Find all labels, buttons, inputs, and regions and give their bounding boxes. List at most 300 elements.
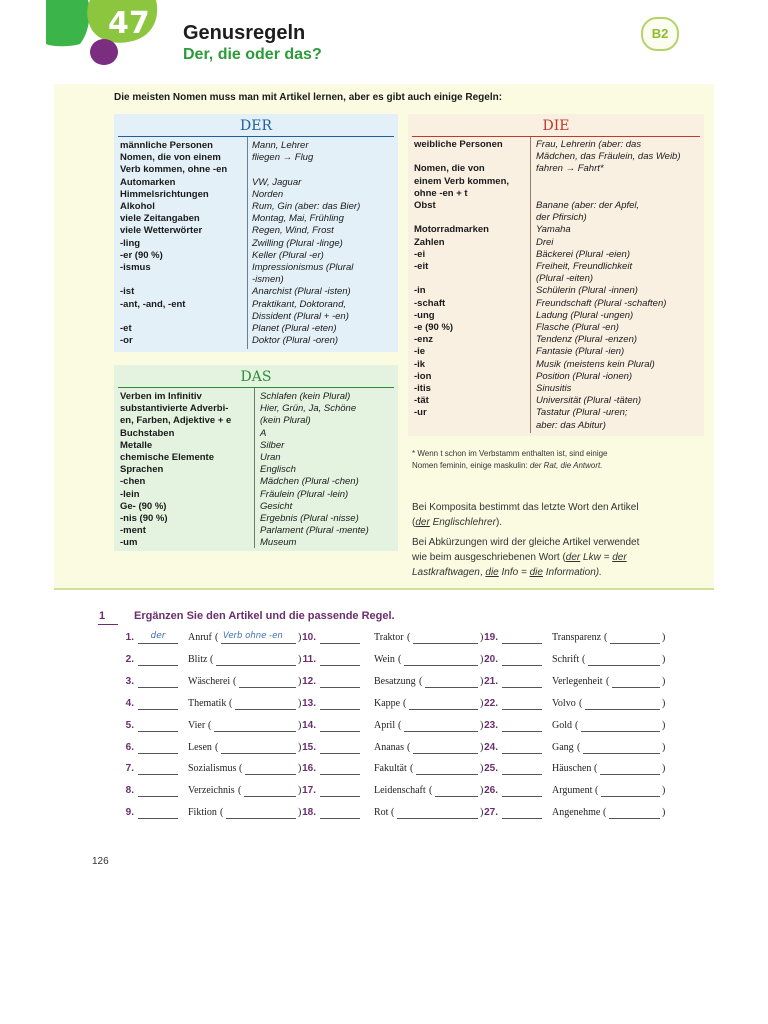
abk-line-3 (412, 565, 706, 580)
der-rule-example: Anarchist (Plural -isten) (252, 286, 351, 298)
paren-open: ( (429, 785, 433, 797)
komposita-paren-open: ( (412, 517, 416, 528)
footnote (412, 448, 702, 472)
paren-close: ) (480, 763, 484, 775)
paren-open: ( (208, 719, 212, 731)
das-rule-example: Silber (260, 439, 285, 451)
das-rule-example: Museum (260, 537, 297, 549)
paren-open: ( (220, 807, 224, 819)
die-rule-label: -eit (414, 261, 429, 272)
exercise-noun: Transparenz (552, 632, 602, 643)
das-rule-label: -lein (120, 488, 140, 500)
exercise-noun: Häuschen (552, 763, 592, 775)
die-rule-label: -schaft (414, 297, 446, 309)
rule-blank[interactable] (610, 643, 660, 644)
rule-blank[interactable] (583, 753, 660, 754)
article-blank[interactable] (138, 731, 178, 732)
der-rule-example: Mann, Lehrer (252, 140, 309, 151)
rule-blank[interactable] (221, 753, 296, 754)
paren-open: ( (575, 719, 579, 731)
exercise-item (116, 697, 302, 714)
der-rule-example: Keller (Plural -er) (252, 249, 324, 261)
die-rule-example: fahren → Fahrt* (536, 163, 604, 175)
die-rule-label: -itis (414, 383, 431, 394)
die-rule-example: Ladung (Plural -ungen) (536, 309, 634, 321)
der-rule-example: Praktikant, Doktorand, (252, 298, 346, 310)
exercise-item-number: 21. (484, 675, 498, 687)
der-rule-example: -ismen) (252, 274, 284, 286)
abk-line-1: Bei Abkürzungen wird der gleiche Artikel verwendet (412, 537, 640, 548)
exercise-item (480, 632, 666, 648)
das-rule-example: Englisch (260, 464, 296, 476)
rule-blank[interactable] (612, 687, 660, 688)
exercise-item-number: 24. (484, 741, 498, 753)
der-rule-label: viele Zeitangaben (120, 213, 200, 225)
paren-close: ) (298, 741, 302, 753)
exercise-item (480, 741, 666, 758)
exercise-item (298, 741, 484, 758)
article-blank[interactable] (320, 643, 360, 644)
exercise-item-number: 7. (125, 763, 134, 775)
paren-open: ( (595, 785, 599, 797)
die-rule-example: Position (Plural -ionen) (536, 370, 633, 382)
chapter-number: 47 (108, 6, 150, 41)
komposita-word: Englischlehrer (429, 517, 496, 528)
exercise-item (116, 653, 302, 670)
die-rule-example: Universität (Plural -täten) (536, 395, 642, 407)
exercise-noun: Schrift (552, 653, 580, 665)
die-rules-box (408, 114, 704, 436)
die-rule-label: Zahlen (414, 236, 445, 248)
exercise-noun: Fakultät (374, 763, 407, 775)
paren-open: ( (229, 697, 233, 709)
paren-open: ( (238, 785, 242, 797)
paren-open: ( (210, 653, 214, 665)
die-rule-example: aber: das Abitur) (536, 419, 606, 431)
komposita-text: Bei Komposita bestimmt das letzte Wort den Artikel (412, 502, 639, 513)
das-rule-label: Buchstaben (120, 427, 175, 439)
exercise-noun: Blitz (188, 653, 208, 665)
paren-open: ( (606, 675, 610, 687)
der-rule-example: Dissident (Plural + -en) (252, 310, 349, 322)
das-rule-label: -chen (120, 476, 146, 488)
abk-text-3a: Lastkraftwagen (412, 567, 480, 578)
paren-close: ) (662, 653, 666, 665)
exercise-item (298, 697, 484, 714)
der-rule-example: Doktor (Plural -oren) (252, 335, 339, 347)
article-blank[interactable] (138, 687, 178, 688)
paren-close: ) (480, 675, 484, 687)
exercise-item (298, 675, 484, 692)
die-rule-label: -ik (414, 358, 426, 370)
die-rule-example: Musik (meistens kein Plural) (536, 358, 655, 370)
exercise-noun: Rot (374, 807, 389, 819)
panel-divider (54, 588, 714, 590)
paren-close: ) (298, 785, 302, 797)
exercise-item-number: 20. (484, 653, 498, 665)
rule-blank[interactable] (609, 818, 660, 819)
exercise-noun: Thematik (188, 697, 227, 709)
das-heading-rule (118, 387, 394, 388)
der-heading: DER (240, 118, 272, 134)
footnote-prefix: Nomen feminin, einige maskulin: (412, 461, 530, 470)
die-rule-example: Drei (536, 236, 554, 248)
paren-close: ) (298, 653, 302, 665)
exercise-item-number: 4. (125, 697, 134, 709)
paren-close: ) (662, 807, 666, 819)
article-blank[interactable] (502, 774, 542, 775)
exercise-item (116, 807, 302, 823)
der-rule-label: -et (120, 323, 132, 334)
exercise-item-number: 10. (302, 632, 316, 643)
der-rule-example: Norden (252, 188, 284, 200)
paren-close: ) (480, 719, 484, 731)
der-rules-box (114, 114, 398, 352)
das-rule-label: -nis (90 %) (120, 513, 168, 524)
der-rule-label: Himmelsrichtungen (120, 188, 209, 200)
die-rule-example: Sinusitis (536, 383, 572, 394)
paren-open: ( (403, 697, 407, 709)
article-blank[interactable] (320, 709, 360, 710)
exercise-item-number: 19. (484, 632, 498, 643)
exercise-item-number: 5. (125, 719, 134, 731)
abkuerzungen-note (412, 535, 706, 580)
rule-blank[interactable] (397, 818, 478, 819)
rule-answer: Verb ohne -en (223, 631, 283, 641)
article-answer: der (150, 631, 166, 641)
der-rule-label: Verb kommen, ohne -en (120, 164, 228, 176)
rule-blank[interactable] (416, 774, 478, 775)
exercise-item-number: 14. (302, 719, 316, 731)
rule-blank[interactable] (214, 731, 296, 732)
die-rule-label: ohne -en + t (414, 187, 468, 199)
die-rule-example: Flasche (Plural -en) (536, 322, 619, 333)
abk-text-c: Lkw = (580, 552, 613, 563)
exercise-item-number: 6. (125, 741, 134, 753)
abk-article-1: der (565, 552, 581, 563)
exercise-item (116, 763, 302, 779)
die-rule-example: Fantasie (Plural -ien) (536, 346, 625, 358)
abk-text-3d: Info = (498, 567, 530, 578)
das-rule-label: chemische Elemente (120, 452, 214, 463)
der-rule-example: Regen, Wind, Frost (252, 225, 334, 237)
article-blank[interactable] (320, 665, 360, 666)
article-blank[interactable] (320, 796, 360, 797)
article-blank[interactable] (502, 687, 542, 688)
der-rule-example: VW, Jaguar (252, 176, 302, 188)
das-rule-example: Fräulein (Plural -lein) (260, 488, 349, 500)
exercise-noun: Sozialismus (188, 763, 237, 775)
paren-open: ( (579, 697, 583, 709)
die-heading-rule (412, 136, 700, 137)
exercise-noun: Wäscherei (188, 675, 231, 687)
rule-blank[interactable] (413, 753, 478, 754)
die-rule-example: der Pfirsich) (536, 212, 587, 224)
rule-blank[interactable] (600, 774, 660, 775)
article-blank[interactable] (502, 731, 542, 732)
die-rule-example: (Plural -eiten) (536, 273, 594, 285)
footnote-line-1: * Wenn t schon im Verbstamm enthalten ist, sind einige (412, 449, 608, 458)
exercise-noun: Wein (374, 653, 395, 665)
paren-open: ( (215, 741, 219, 753)
der-rule-label: -ismus (120, 262, 151, 273)
exercise-item (116, 719, 302, 736)
das-rule-label: -um (120, 537, 138, 549)
der-rule-label: -ist (120, 286, 135, 298)
der-rule-label: -ant, -and, -ent (120, 298, 186, 310)
exercise-item (480, 675, 666, 692)
page-number: 126 (92, 856, 109, 867)
abk-article-2: der (612, 552, 627, 563)
exercise-item (480, 653, 666, 670)
das-rule-label: Ge- (90 %) (120, 500, 167, 512)
rule-blank[interactable] (245, 774, 296, 775)
paren-open: ( (594, 763, 598, 775)
das-heading: DAS (240, 369, 272, 385)
rule-blank[interactable] (404, 731, 478, 732)
die-rule-label: -in (414, 285, 426, 297)
das-rule-label: -ment (120, 525, 146, 537)
komposita-note (412, 500, 706, 530)
der-rule-label: -or (120, 335, 133, 347)
der-rule-label: männliche Personen (120, 140, 213, 151)
die-rule-label: -ie (414, 346, 426, 358)
article-blank[interactable] (320, 731, 360, 732)
article-blank[interactable] (138, 643, 178, 644)
komposita-article: der (415, 517, 430, 528)
exercise-item (298, 785, 484, 801)
abk-text-3b: , (479, 567, 486, 578)
das-rule-example: Ergebnis (Plural -nisse) (260, 513, 359, 524)
exercise-item-number: 17. (302, 785, 316, 797)
exercise-item-number: 13. (302, 697, 316, 709)
abk-line-2 (412, 550, 706, 565)
exercise-item (116, 675, 302, 692)
die-rule-example: Bäckerei (Plural -eien) (536, 248, 630, 260)
page-title: Genusregeln (183, 22, 306, 44)
der-rule-label: Automarken (120, 176, 176, 188)
die-rule-label: Motorradmarken (414, 224, 489, 236)
exercise-item (298, 807, 484, 823)
footnote-examples: der Rat, die Antwort. (529, 461, 603, 470)
rule-blank[interactable] (435, 796, 478, 797)
article-blank[interactable] (502, 709, 542, 710)
paren-open: ( (582, 653, 586, 665)
das-rule-example: (kein Plural) (260, 415, 311, 427)
der-rule-example: Planet (Plural -eten) (252, 323, 337, 334)
die-rule-example: Tastatur (Plural -uren; (536, 407, 628, 419)
der-column-divider (247, 137, 248, 349)
article-blank[interactable] (138, 709, 178, 710)
exercise-item (298, 763, 484, 779)
exercise-noun: Kappe (374, 697, 401, 709)
paren-open: ( (603, 807, 607, 819)
der-rule-example: Rum, Gin (aber: das Bier) (252, 201, 361, 212)
article-blank[interactable] (320, 753, 360, 754)
exercise-item-number: 3. (125, 675, 134, 687)
article-blank[interactable] (138, 796, 178, 797)
article-blank[interactable] (138, 665, 178, 666)
das-rule-example: Gesicht (260, 500, 293, 512)
article-blank[interactable] (138, 818, 178, 819)
paren-close: ) (662, 632, 666, 643)
die-rule-label: -ung (414, 309, 435, 321)
die-rule-example: Mädchen, das Fräulein, das Weib) (536, 151, 681, 163)
exercise-item-number: 12. (302, 675, 316, 687)
exercise-noun: Gang (552, 741, 574, 753)
exercise-item-number: 9. (125, 807, 134, 819)
footnote-line-2 (412, 460, 702, 472)
exercise-item-number: 8. (125, 785, 134, 797)
paren-open: ( (215, 632, 219, 643)
paren-close: ) (662, 741, 666, 753)
paren-open: ( (407, 741, 411, 753)
der-rule-example: fliegen → Flug (252, 152, 314, 164)
die-rule-label: -tät (414, 395, 429, 407)
page-subtitle: Der, die oder das? (183, 46, 322, 63)
rule-blank[interactable] (404, 665, 478, 666)
article-blank[interactable] (502, 753, 542, 754)
exercise-item-number: 25. (484, 763, 498, 775)
exercise-number-underline (98, 624, 118, 625)
article-blank[interactable] (320, 687, 360, 688)
exercise-item-number: 27. (484, 807, 498, 819)
rule-blank[interactable] (585, 709, 660, 710)
rule-blank[interactable] (244, 796, 296, 797)
rule-blank[interactable] (588, 665, 660, 666)
der-rule-label: Alkohol (120, 201, 155, 212)
exercise-number: 1 (99, 610, 106, 622)
rule-blank[interactable] (221, 643, 296, 644)
die-rule-example: Freiheit, Freundlichkeit (536, 261, 633, 272)
exercise-noun: Traktor (374, 632, 404, 643)
paren-open: ( (239, 763, 243, 775)
das-column-divider (254, 388, 255, 548)
paren-close: ) (480, 632, 484, 643)
paren-close: ) (298, 807, 302, 819)
rule-blank[interactable] (413, 643, 478, 644)
exercise-noun: Vier (188, 719, 206, 731)
exercise-item-number: 15. (302, 741, 316, 753)
article-blank[interactable] (138, 774, 178, 775)
die-rule-label: Nomen, die von (414, 163, 485, 175)
rule-blank[interactable] (216, 665, 296, 666)
das-rule-label: Metalle (120, 439, 153, 451)
die-rule-example: Banane (aber: der Apfel, (536, 200, 640, 211)
intro-text: Die meisten Nomen muss man mit Artikel lernen, aber es gibt auch einige Regeln: (114, 92, 503, 103)
rule-blank[interactable] (226, 818, 296, 819)
exercise-instruction: Ergänzen Sie den Artikel und die passende Regel. (134, 610, 395, 622)
die-rule-label: Obst (414, 200, 436, 211)
article-blank[interactable] (502, 665, 542, 666)
article-blank[interactable] (320, 818, 360, 819)
exercise-item-number: 1. (125, 632, 134, 643)
paren-close: ) (298, 719, 302, 731)
paren-close: ) (298, 763, 302, 775)
exercise-item (116, 631, 302, 648)
exercise-item (116, 785, 302, 801)
rule-blank[interactable] (409, 709, 478, 710)
die-rule-example: Tendenz (Plural -enzen) (536, 334, 638, 346)
exercise-noun: Verlegenheit (552, 675, 603, 687)
exercise-item-number: 18. (302, 807, 316, 819)
rule-blank[interactable] (425, 687, 478, 688)
das-rule-label: Sprachen (120, 464, 164, 476)
der-rule-label: Nomen, die von einem (120, 152, 221, 164)
paren-open: ( (419, 675, 423, 687)
komposita-paren-close: ). (495, 517, 503, 528)
exercise-item (480, 807, 666, 823)
exercise-noun: Verzeichnis (188, 785, 235, 797)
der-rule-example: Impressionismus (Plural (252, 262, 354, 273)
exercise-noun: Lesen (188, 741, 212, 753)
exercise-item-number: 16. (302, 763, 316, 775)
article-blank[interactable] (502, 643, 542, 644)
paren-close: ) (662, 785, 666, 797)
exercise-noun: April (374, 719, 396, 731)
die-rule-label: -ur (414, 407, 427, 419)
paren-close: ) (662, 719, 666, 731)
das-rule-example: A (260, 427, 267, 439)
article-blank[interactable] (502, 796, 542, 797)
abk-text-a: wie beim ausgeschriebenen Wort ( (412, 552, 566, 563)
rule-blank[interactable] (235, 709, 296, 710)
abk-article-4: die (529, 567, 543, 578)
exercise-item (480, 763, 666, 779)
article-blank[interactable] (502, 818, 542, 819)
paren-close: ) (480, 697, 484, 709)
paren-close: ) (480, 741, 484, 753)
der-rule-label: -ling (120, 237, 141, 249)
exercise-item-number: 26. (484, 785, 498, 797)
rule-blank[interactable] (239, 687, 296, 688)
exercise-item (480, 785, 666, 801)
exercise-item (298, 632, 484, 648)
exercise-item (480, 719, 666, 736)
exercise-noun: Ananas (374, 741, 404, 753)
paren-open: ( (398, 653, 402, 665)
exercise-noun: Fiktion (188, 807, 217, 819)
exercise-noun: Leidenschaft (374, 785, 426, 797)
article-blank[interactable] (320, 774, 360, 775)
exercise-item-number: 2. (125, 653, 134, 665)
die-rule-label: -enz (414, 334, 433, 346)
das-rule-label: Verben im Infinitiv (120, 391, 202, 402)
der-rule-example: Montag, Mai, Frühling (252, 213, 344, 225)
exercise-noun: Angenehme (552, 807, 601, 819)
die-rule-example: Yamaha (536, 224, 571, 236)
die-rule-label: -ion (414, 370, 432, 382)
das-rule-example: Hier, Grün, Ja, Schöne (260, 403, 357, 415)
article-blank[interactable] (138, 753, 178, 754)
das-rules-box (114, 365, 398, 551)
die-rule-label: weibliche Personen (414, 139, 503, 150)
das-rule-label: substantivierte Adverbi- (120, 403, 229, 415)
rule-blank[interactable] (581, 731, 660, 732)
paren-close: ) (662, 675, 666, 687)
exercise-item (298, 653, 484, 670)
paren-close: ) (480, 653, 484, 665)
paren-open: ( (407, 632, 411, 643)
paren-close: ) (662, 697, 666, 709)
exercise-item (298, 719, 484, 736)
exercise-item (116, 741, 302, 758)
paren-open: ( (391, 807, 395, 819)
paren-close: ) (298, 632, 302, 643)
die-rule-example: Schülerin (Plural -innen) (536, 285, 638, 297)
rule-blank[interactable] (601, 796, 660, 797)
paren-close: ) (298, 697, 302, 709)
